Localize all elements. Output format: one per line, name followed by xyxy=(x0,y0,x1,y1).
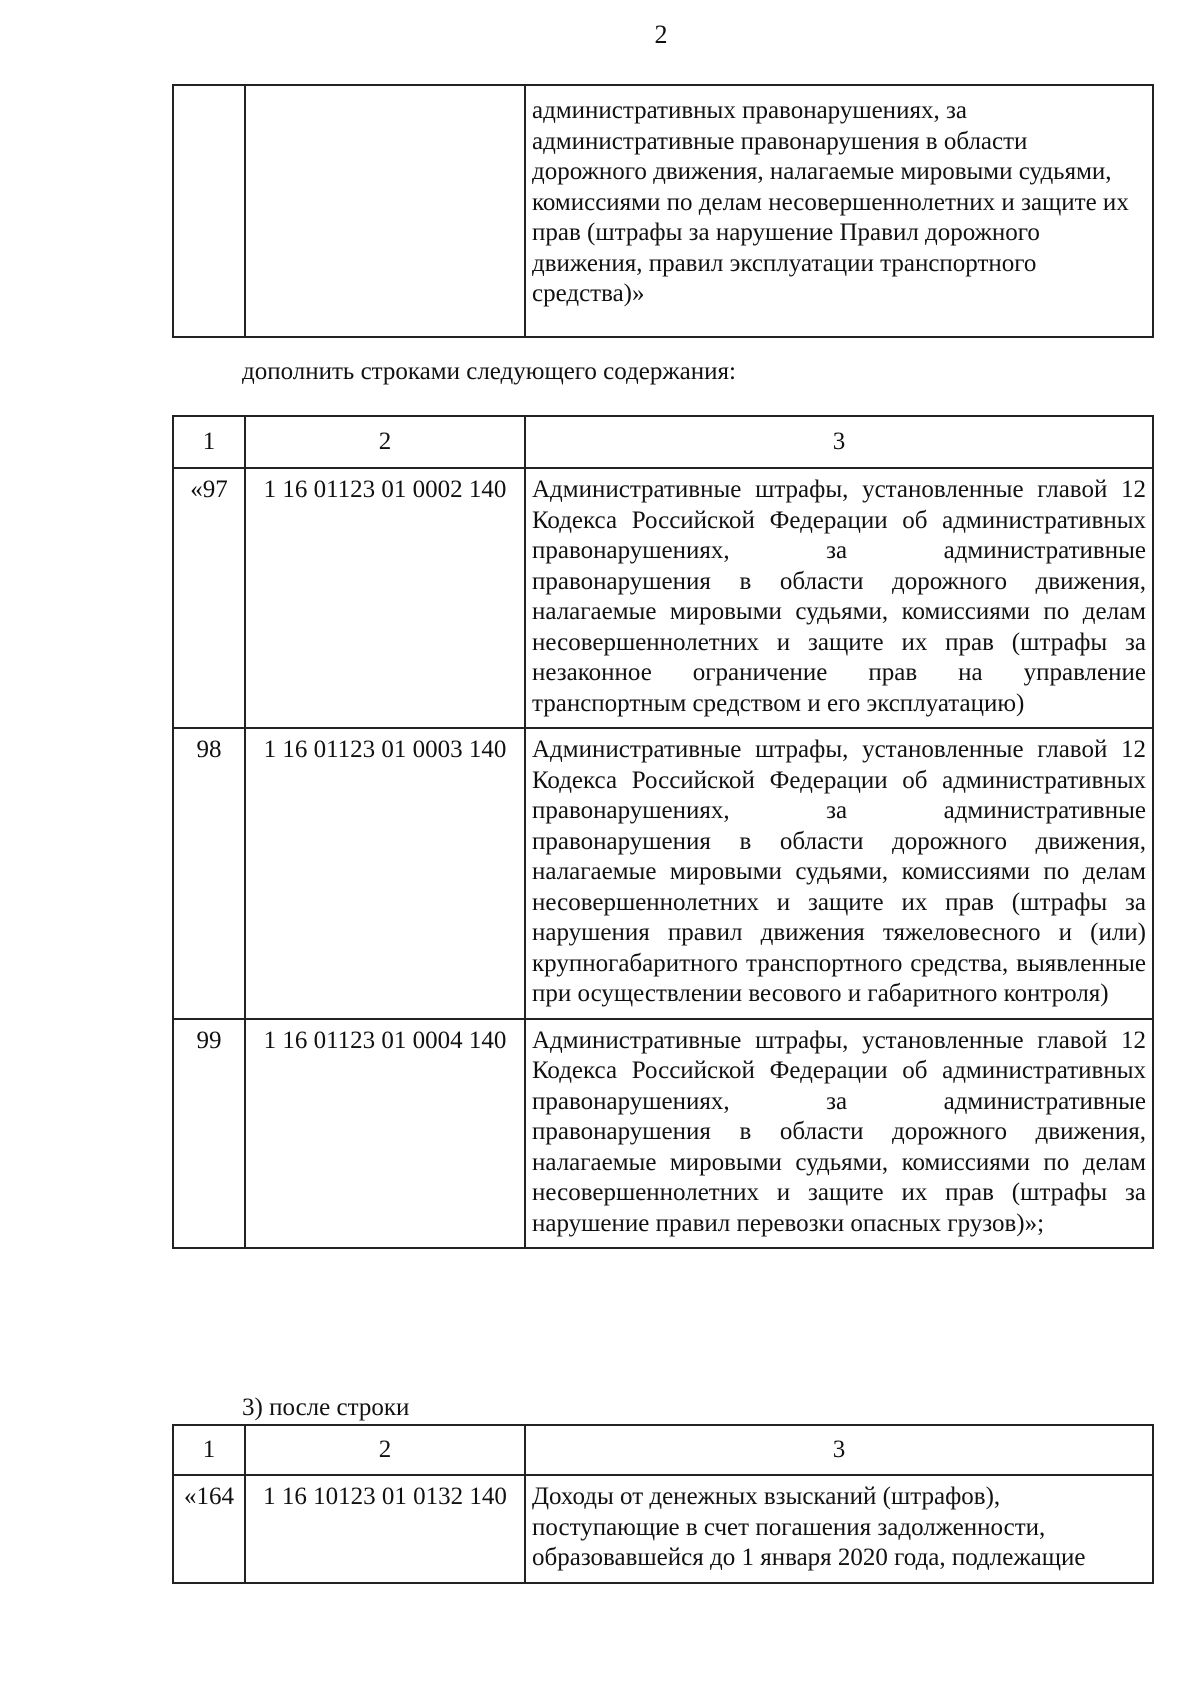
description-cell: административных правонарушениях, за административные правонарушения в области дорожного движения, налагаемые мировыми судьями, комиссиями по делам несовершеннолетних и защите их прав (штрафы за нарушение Правил дорожного движения, правил эксплуатации транспортного средства)» xyxy=(525,85,1153,337)
after-row-table xyxy=(172,1424,1154,1584)
code-cell: 1 16 01123 01 0003 140 xyxy=(245,728,525,1019)
code-cell: 1 16 01123 01 0004 140 xyxy=(245,1019,525,1249)
page-number: 2 xyxy=(654,20,668,49)
description-cell: Административные штрафы, установленные главой 12 Кодекса Российской Федерации об административных правонарушениях, за административные правонарушения в области дорожного движения, налагаемые мировыми судьями, комиссиями по делам несовершеннолетних и защите их прав (штрафы за нарушение правил перевозки опасных грузов)»; xyxy=(525,1019,1153,1249)
header-col-2: 2 xyxy=(245,416,525,468)
table-row xyxy=(173,468,1153,728)
instruction-supplement: дополнить строками следующего содержания: xyxy=(242,358,736,385)
header-col-1: 1 xyxy=(173,416,245,468)
table-row xyxy=(173,1019,1153,1249)
table-header-row xyxy=(173,1425,1153,1475)
header-col-3: 3 xyxy=(525,416,1153,468)
description-cell: Доходы от денежных взысканий (штрафов), поступающие в счет погашения задолженности, образовавшейся до 1 января 2020 года, подлежащие xyxy=(525,1475,1153,1583)
row-number-cell: «97 xyxy=(173,468,245,728)
table-row xyxy=(173,85,1153,337)
code-cell xyxy=(245,85,525,337)
header-col-3: 3 xyxy=(525,1425,1153,1475)
description-cell: Административные штрафы, установленные главой 12 Кодекса Российской Федерации об административных правонарушениях, за административные правонарушения в области дорожного движения, налагаемые мировыми судьями, комиссиями по делам несовершеннолетних и защите их прав (штрафы за незаконное ограничение прав на управление транспортным средством и его эксплуатацию) xyxy=(525,468,1153,728)
header-col-2: 2 xyxy=(245,1425,525,1475)
new-rows-table xyxy=(172,415,1154,1249)
continuation-table xyxy=(172,84,1154,338)
table-row xyxy=(173,1475,1153,1583)
table-row xyxy=(173,728,1153,1019)
table-header-row xyxy=(173,416,1153,468)
code-cell: 1 16 01123 01 0002 140 xyxy=(245,468,525,728)
code-cell: 1 16 10123 01 0132 140 xyxy=(245,1475,525,1583)
row-number-cell: «164 xyxy=(173,1475,245,1583)
row-number-cell: 98 xyxy=(173,728,245,1019)
row-number-cell: 99 xyxy=(173,1019,245,1249)
instruction-after-row: 3) после строки xyxy=(242,1394,410,1421)
description-cell: Административные штрафы, установленные главой 12 Кодекса Российской Федерации об административных правонарушениях, за административные правонарушения в области дорожного движения, налагаемые мировыми судьями, комиссиями по делам несовершеннолетних и защите их прав (штрафы за нарушения правил движения тяжеловесного и (или) крупногабаритного транспортного средства, выявленные при осуществлении весового и габаритного контроля) xyxy=(525,728,1153,1019)
row-number-cell xyxy=(173,85,245,337)
header-col-1: 1 xyxy=(173,1425,245,1475)
